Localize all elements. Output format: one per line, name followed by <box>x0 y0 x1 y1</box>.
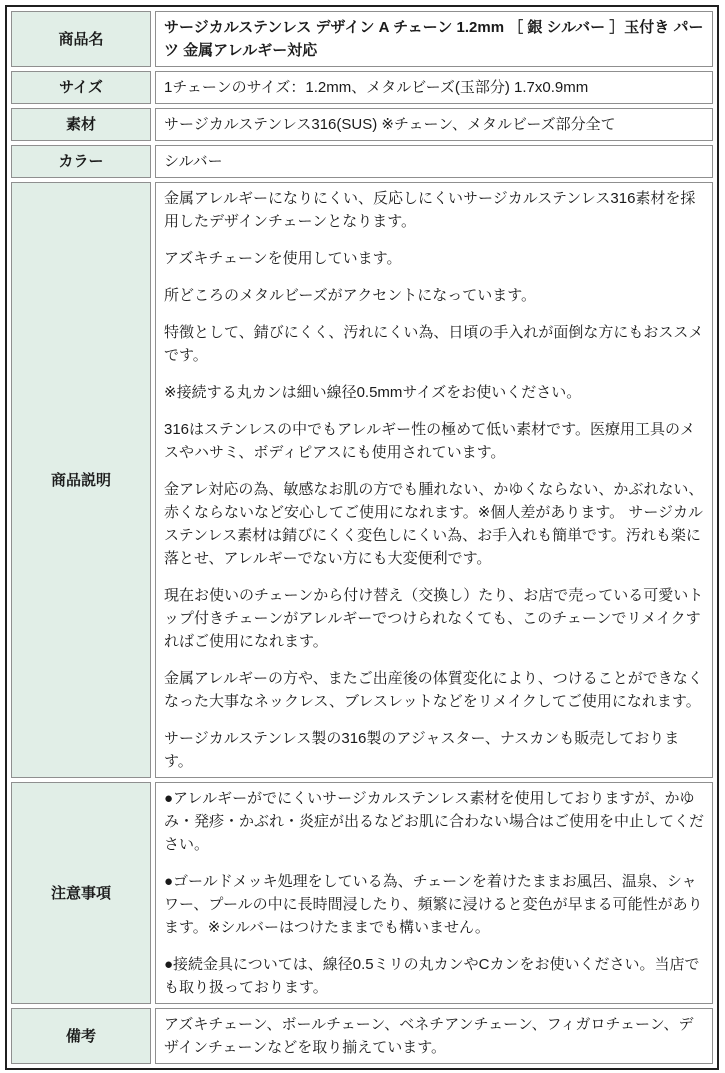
description-paragraph: 金属アレルギーになりにくい、反応しにくいサージカルステンレス316素材を採用したデザインチェーンとなります。 <box>164 190 696 230</box>
description-value <box>155 182 713 778</box>
color-value: シルバー <box>155 145 713 178</box>
description-paragraph: サージカルステンレス製の316製のアジャスター、ナスカンも販売しております。 <box>164 730 680 770</box>
remarks-value: アズキチェーン、ボールチェーン、ベネチアンチェーン、フィガロチェーン、デザインチェーンなどを取り揃えています。 <box>155 1008 713 1064</box>
description-paragraph: 316はステンレスの中でもアレルギー性の極めて低い素材です。医療用工具のメスやハサミ、ボディピアスにも使用されています。 <box>164 421 695 461</box>
row-label-precautions: 注意事項 <box>11 782 151 1004</box>
spec-row-description <box>11 182 713 778</box>
row-label-color: カラー <box>11 145 151 178</box>
description-paragraph: 金属アレルギーの方や、またご出産後の体質変化により、つけることができなくなった大事なネックレス、ブレスレットなどをリメイクしてご使用になれます。 <box>164 670 703 710</box>
spec-row-material <box>11 108 713 141</box>
product-spec-table-body <box>11 11 713 1064</box>
precaution-paragraph: ●接続金具については、線径0.5ミリの丸カンやCカンをお使いください。当店でも取り扱っております。 <box>164 956 700 996</box>
description-paragraph: 特徴として、錆びにくく、汚れにくい為、日頃の手入れが面倒な方にもおススメです。 <box>164 324 704 364</box>
description-paragraph: 金アレ対応の為、敏感なお肌の方でも腫れない、かゆくならない、かぶれない、赤くならないなど安心してご使用になれます。※個人差があります。 サージカルステンレス素材は錆びにくく変色しにくい為、お手入れも簡単です。汚れも楽に落とせ、アレルギーでない方にも大変便利です。 <box>164 481 704 567</box>
row-label-description: 商品説明 <box>11 182 151 778</box>
description-paragraph: アズキチェーンを使用しています。 <box>164 250 402 267</box>
material-value: サージカルステンレス316(SUS) ※チェーン、メタルビーズ部分全て <box>155 108 713 141</box>
row-label-remarks: 備考 <box>11 1008 151 1064</box>
size-value: 1チェーンのサイズ：1.2mm、メタルビーズ(玉部分) 1.7x0.9mm <box>155 71 713 104</box>
product-spec-table <box>5 5 719 1070</box>
spec-row-color <box>11 145 713 178</box>
precaution-paragraph: ●ゴールドメッキ処理をしている為、チェーンを着けたままお風呂、温泉、シャワー、プールの中に長時間浸したり、頻繁に浸けると変色が早まる可能性があります。※シルバーはつけたままでも構いません。 <box>164 873 703 936</box>
precautions-value <box>155 782 713 1004</box>
row-label-product-name: 商品名 <box>11 11 151 67</box>
description-paragraph: ※接続する丸カンは細い線径0.5mmサイズをお使いください。 <box>164 384 582 401</box>
description-paragraph: 現在お使いのチェーンから付け替え（交換し）たり、お店で売っている可愛いトップ付きチェーンがアレルギーでつけられなくても、このチェーンでリメイクすればご使用になれます。 <box>164 587 704 650</box>
spec-row-remarks <box>11 1008 713 1064</box>
row-label-size: サイズ <box>11 71 151 104</box>
spec-row-product-name <box>11 11 713 67</box>
product-name-value: サージカルステンレス デザイン A チェーン 1.2mm ［ 銀 シルバー ］玉付き パーツ 金属アレルギー対応 <box>155 11 713 67</box>
row-label-material: 素材 <box>11 108 151 141</box>
spec-row-precautions <box>11 782 713 1004</box>
precaution-paragraph: ●アレルギーがでにくいサージカルステンレス素材を使用しておりますが、かゆみ・発疹・かぶれ・炎症が出るなどお肌に合わない場合はご使用を中止してください。 <box>164 790 705 853</box>
description-paragraph: 所どころのメタルビーズがアクセントになっています。 <box>164 287 537 304</box>
spec-row-size <box>11 71 713 104</box>
